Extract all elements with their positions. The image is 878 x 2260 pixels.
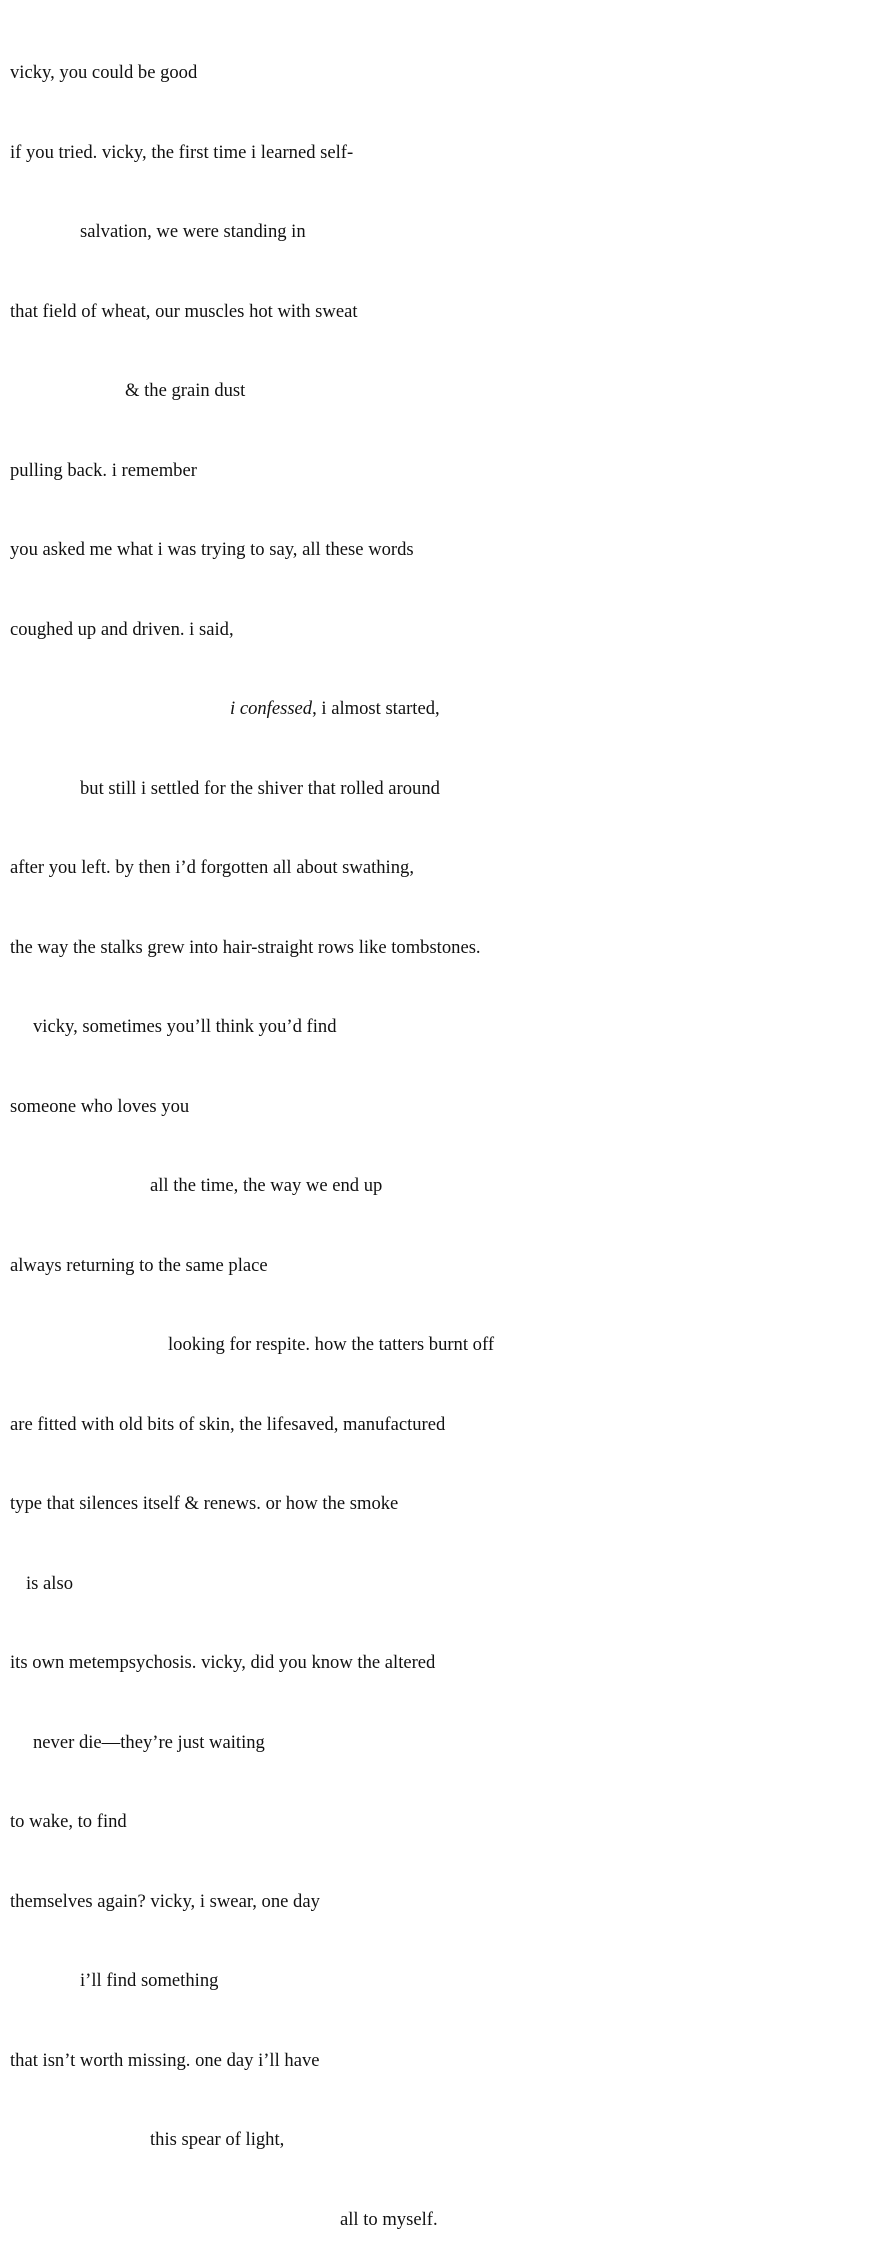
poem-line: vicky, sometimes you’ll think you’d find xyxy=(33,1016,337,1037)
poem-line: if you tried. vicky, the first time i learned self- xyxy=(10,141,354,163)
poem-line: someone who loves you xyxy=(10,1095,190,1117)
poem xyxy=(10,7,494,2260)
poem-line: coughed up and driven. i said, xyxy=(10,618,234,640)
poem-line: & the grain dust xyxy=(125,380,246,401)
poem-line: type that silences itself & renews. or how the smoke xyxy=(10,1493,399,1514)
poem-line: but still i settled for the shiver that rolled around xyxy=(80,777,440,799)
poem-line: never die—they’re just waiting xyxy=(33,1731,265,1753)
poem-italic: i confessed xyxy=(230,698,313,719)
poem-line: salvation, we were standing in xyxy=(80,221,306,242)
poem-line: you asked me what i was trying to say, all these words xyxy=(10,539,414,560)
poem-line: i confessed, i almost started, xyxy=(230,698,440,719)
poem-line: pulling back. i remember xyxy=(10,459,197,481)
poem-line: always returning to the same place xyxy=(10,1254,268,1276)
poem-line: that field of wheat, our muscles hot with sweat xyxy=(10,300,358,322)
poem-line: all the time, the way we end up xyxy=(150,1175,383,1196)
poem-line: all to myself. xyxy=(340,2208,438,2230)
poem-line: are fitted with old bits of skin, the lifesaved, manufactured xyxy=(10,1413,446,1435)
poem-line: that isn’t worth missing. one day i’ll have xyxy=(10,2049,320,2071)
poem-line: i’ll find something xyxy=(80,1970,219,1991)
poem-line: to wake, to find xyxy=(10,1811,127,1832)
poem-line: this spear of light, xyxy=(150,2129,285,2150)
poem-line: looking for respite. how the tatters burnt off xyxy=(168,1334,495,1355)
poem-line: after you left. by then i’d forgotten all about swathing, xyxy=(10,857,414,878)
poem-line: the way the stalks grew into hair-straight rows like tombstones. xyxy=(10,936,481,958)
poem-line: themselves again? vicky, i swear, one day xyxy=(10,1890,320,1912)
poem-line: vicky, you could be good xyxy=(10,62,198,83)
poem-line: is also xyxy=(26,1572,74,1594)
poem-line: its own metempsychosis. vicky, did you know the altered xyxy=(10,1652,436,1673)
